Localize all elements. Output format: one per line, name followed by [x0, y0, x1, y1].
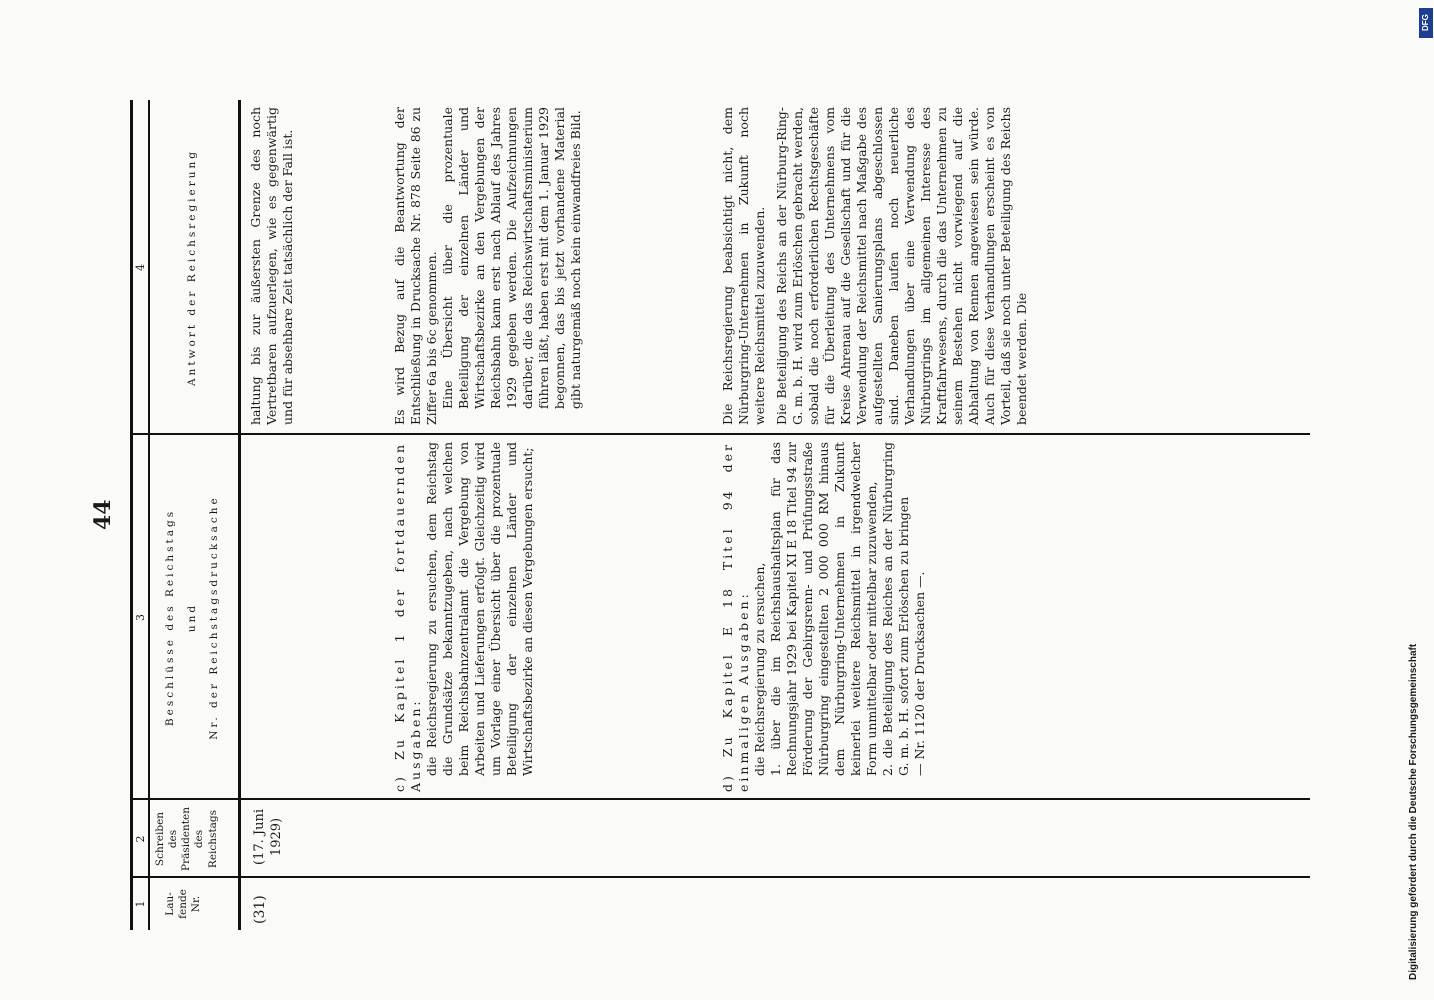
colnum-3: 3	[134, 614, 147, 621]
section-d	[720, 442, 928, 792]
digitization-note-text: Digitalisierung gefördert durch die Deutsche Forschungsgemeinschaft	[1408, 643, 1419, 980]
section-d-intro: die Reichsregierung zu ersuchen,	[752, 562, 767, 776]
entry-number: (31)	[252, 895, 268, 924]
table-top-rule	[130, 100, 133, 930]
section-c-answer	[392, 107, 584, 425]
section-d-reference: — Nr. 1120 der Drucksachen —.	[912, 571, 927, 776]
entry-date: (17. Juni 1929)	[252, 809, 284, 865]
page-number: 44	[90, 499, 116, 530]
rotated-page	[90, 100, 1310, 930]
table-frame	[130, 100, 1310, 930]
section-c-heading: c) Zu Kapitel 1 der fortdauernden Ausgaben:	[392, 442, 423, 792]
col2-header: Schreiben des Präsidenten des Reichstags	[154, 807, 219, 871]
section-d-item-2: 2. die Beteiligung des Reiches an der Nürburgring G. m. b. H. sofort zum Erlöschen zu bringen	[880, 442, 911, 776]
col2-divider	[130, 799, 1310, 801]
column-number-rule	[148, 100, 150, 930]
section-d-heading: d) Zu Kapitel E 18 Titel 94 der einmaligen Ausgaben:	[720, 442, 751, 792]
digitization-note	[1408, 10, 1430, 990]
section-d-answer-1: Die Reichsregierung beabsichtigt nicht, dem Nürburgring-Unternehmen in Zukunft noch weitere Reichsmittel zuzuwenden.	[720, 107, 767, 425]
dfg-logo: DFG	[1419, 8, 1433, 38]
col3-header-line2: und	[186, 602, 198, 633]
section-c-text: die Reichsregierung zu ersuchen, dem Reichstag die Grundsätze bekanntzugeben, nach welchen beim Reichsbahnzentralamt die Vergebung von Arbeiten und Lieferungen erfolgt. Gleichzeitig wird um Vorlage einer Übersicht über die prozentuale Beteiligung der einzelnen Länder und Wirtschaftsbezirke an diesen Vergebungen ersucht;	[424, 442, 535, 776]
col3-header-line1: Beschlüsse des Reichstags	[164, 508, 176, 727]
col3-header-line3: Nr. der Reichstagsdrucksache	[208, 495, 220, 740]
col4-header: Antwort der Reichsregierung	[186, 148, 198, 387]
section-c-answer-1: Es wird Bezug auf die Beantwortung der Entschließung in Drucksache Nr. 878 Seite 86 zu Ziffer 6a bis 6c genommen.	[392, 107, 439, 425]
section-c-answer-2: Eine Übersicht über die prozentuale Beteiligung der einzelnen Länder und Wirtschaftsbezirke an den Vergebungen der Reichsbahn kann erst nach Ablauf des Jahres 1929 gegeben werden. Die Aufzeichnungen darüber, die das Reichswirtschaftsministerium führen läßt, haben erst mit dem 1. Januar 1929 begonnen, das bis jetzt vorhandene Material gibt naturgemäß noch kein einwandfreies Bild.	[440, 107, 583, 409]
colnum-4: 4	[134, 264, 147, 271]
section-d-item-1: 1. über die im Reichshaushaltsplan für das Rechnungsjahr 1929 bei Kapitel XI E 18 Titel 94 zur Förderung der Gebirgsrenn- und Prüfungsstraße Nürburgring eingestellten 2 000 000 RM hinaus dem Nürburgring-Unternehmen in Zukunft keinerlei weitere Reichsmittel in irgendwelcher Form unmittelbar oder mittelbar zuzuwenden,	[768, 442, 879, 776]
colnum-1: 1	[134, 900, 147, 908]
col1-header: Lau- fende Nr.	[164, 889, 203, 919]
col3-divider	[130, 434, 1310, 436]
section-c	[392, 442, 536, 792]
col1-divider	[130, 877, 1310, 879]
colnum-2: 2	[134, 835, 147, 843]
section-d-answer	[720, 107, 1030, 425]
answer-intro: haltung bis zur äußersten Grenze des noch Vertretbaren aufzuerlegen, wie es gegenwärtig und für absehbare Zeit tatsächlich der Fall ist.	[248, 107, 295, 425]
header-bottom-rule	[238, 100, 241, 930]
section-d-answer-2: Die Beteiligung des Reichs an der Nürburg-Ring-G. m. b. H. wird zum Erlöschen gebracht werden, sobald die noch erforderlichen Rechtsgeschäfte für die Überleitung des Unternehmens vom Kreise Ahrenau auf die Gesellschaft und für die Verwendung der Reichsmittel nach Maßgabe des aufgestellten Sanierungsplans abgeschlossen sind. Daneben laufen noch neuerliche Verhandlungen über eine Verwendung des Nürburgrings im allgemeinen Interesse des Kraftfahrwesens, durch die das Unternehmen zu seinem Bestehen nicht vorwiegend auf die Abhaltung von Rennen angewiesen sein würde. Auch für diese Verhandlungen erscheint es von Vorteil, daß sie noch unter Beteiligung des Reichs beendet werden. Die	[774, 107, 1029, 425]
